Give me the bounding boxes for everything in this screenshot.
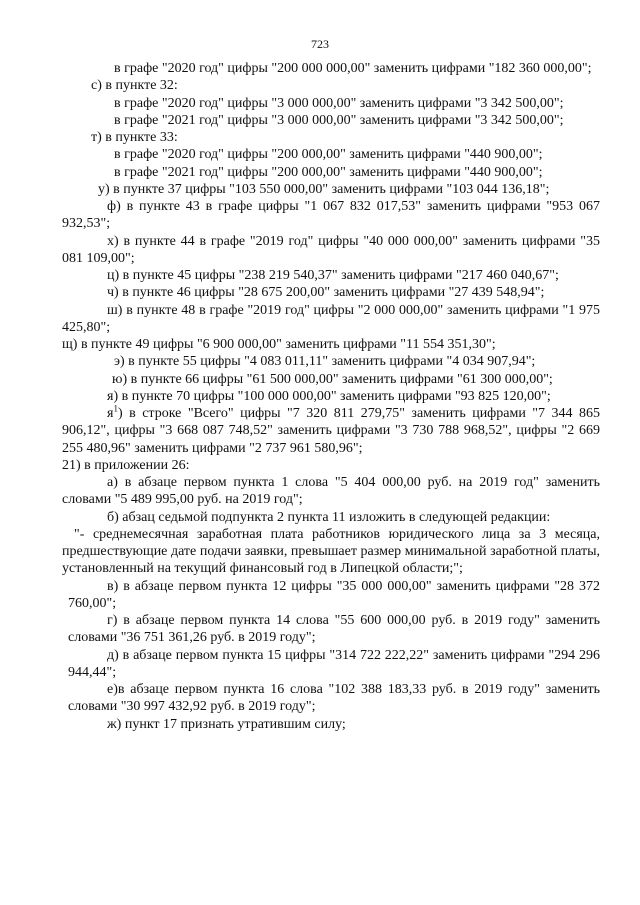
paragraph: т) в пункте 33: — [91, 130, 178, 145]
paragraph: х) в пункте 44 в графе "2019 год" цифры "40 000 000,00" заменить цифрами "35 081 109,00"; — [62, 233, 600, 266]
paragraph-text: ) в строке "Всего" цифры "7 320 811 279,75" заменить цифрами "7 344 865 906,12", цифры "3 668 087 748,52" заменить цифрами "3 730 788 968,52", цифры "2 669 255 480,96" заменить цифрами "2 737 961 580,96"; — [62, 406, 600, 456]
paragraph: в графе "2021 год" цифры "3 000 000,00" заменить цифрами "3 342 500,00"; — [114, 112, 564, 128]
document-body — [62, 60, 600, 733]
paragraph: ю) в пункте 66 цифры "61 500 000,00" заменить цифрами "61 300 000,00"; — [112, 371, 553, 387]
paragraph: 21) в приложении 26: — [62, 457, 190, 473]
paragraph: ц) в пункте 45 цифры "238 219 540,37" заменить цифрами "217 460 040,67"; — [107, 268, 559, 283]
paragraph: а) в абзаце первом пункта 1 слова "5 404 000,00 руб. на 2019 год" заменить словами "5 489 995,00 руб. на 2019 год"; — [62, 475, 600, 508]
paragraph: в графе "2020 год" цифры "3 000 000,00" заменить цифрами "3 342 500,00"; — [114, 95, 564, 111]
paragraph: щ) в пункте 49 цифры "6 900 000,00" заменить цифрами "11 554 351,30"; — [62, 337, 496, 352]
paragraph: г) в абзаце первом пункта 14 слова "55 600 000,00 руб. в 2019 году" заменить словами "36 751 361,26 руб. в 2019 году"; — [68, 613, 600, 646]
page-number: 723 — [311, 37, 329, 51]
paragraph: в графе "2020 год" цифры "200 000,00" заменить цифрами "440 900,00"; — [114, 147, 543, 163]
paragraph: ж) пункт 17 признать утратившим силу; — [107, 716, 346, 732]
paragraph: в графе "2021 год" цифры "200 000,00" заменить цифрами "440 900,00"; — [114, 164, 543, 180]
paragraph: у) в пункте 37 цифры "103 550 000,00" заменить цифрами "103 044 136,18"; — [98, 181, 550, 197]
paragraph: в) в абзаце первом пункта 12 цифры "35 000 000,00" заменить цифрами "28 372 760,00"; — [68, 578, 600, 611]
paragraph — [62, 405, 600, 457]
paragraph: б) абзац седьмой подпункта 2 пункта 11 изложить в следующей редакции: — [107, 509, 551, 525]
quoted-paragraph: "- среднемесячная заработная плата работников юридического лица за 3 месяца, предшествующие дате подачи заявки, превышает размер минимальной заработной платы, установленный на текущий финансовый год в Липецкой области;"; — [62, 526, 600, 577]
paragraph: э) в пункте 55 цифры "4 083 011,11" заменить цифрами "4 034 907,94"; — [114, 354, 536, 370]
paragraph: я) в пункте 70 цифры "100 000 000,00" заменить цифрами "93 825 120,00"; — [107, 388, 551, 404]
paragraph: в графе "2020 год" цифры "200 000 000,00" заменить цифрами "182 360 000,00"; — [114, 61, 592, 76]
paragraph: д) в абзаце первом пункта 15 цифры "314 722 222,22" заменить цифрами "294 296 944,44"; — [68, 647, 600, 680]
paragraph: ф) в пункте 43 в графе цифры "1 067 832 017,53" заменить цифрами "953 067 932,53"; — [62, 199, 600, 232]
item-letter: я — [107, 406, 114, 421]
paragraph: ш) в пункте 48 в графе "2019 год" цифры "2 000 000,00" заменить цифрами "1 975 425,80"; — [62, 302, 600, 335]
paragraph: ч) в пункте 46 цифры "28 675 200,00" заменить цифрами "27 439 548,94"; — [107, 285, 545, 301]
paragraph: е)в абзаце первом пункта 16 слова "102 388 183,33 руб. в 2019 году" заменить словами "30 997 432,92 руб. в 2019 году"; — [68, 682, 600, 715]
paragraph: с) в пункте 32: — [91, 78, 178, 94]
superscript: 1 — [113, 403, 118, 414]
